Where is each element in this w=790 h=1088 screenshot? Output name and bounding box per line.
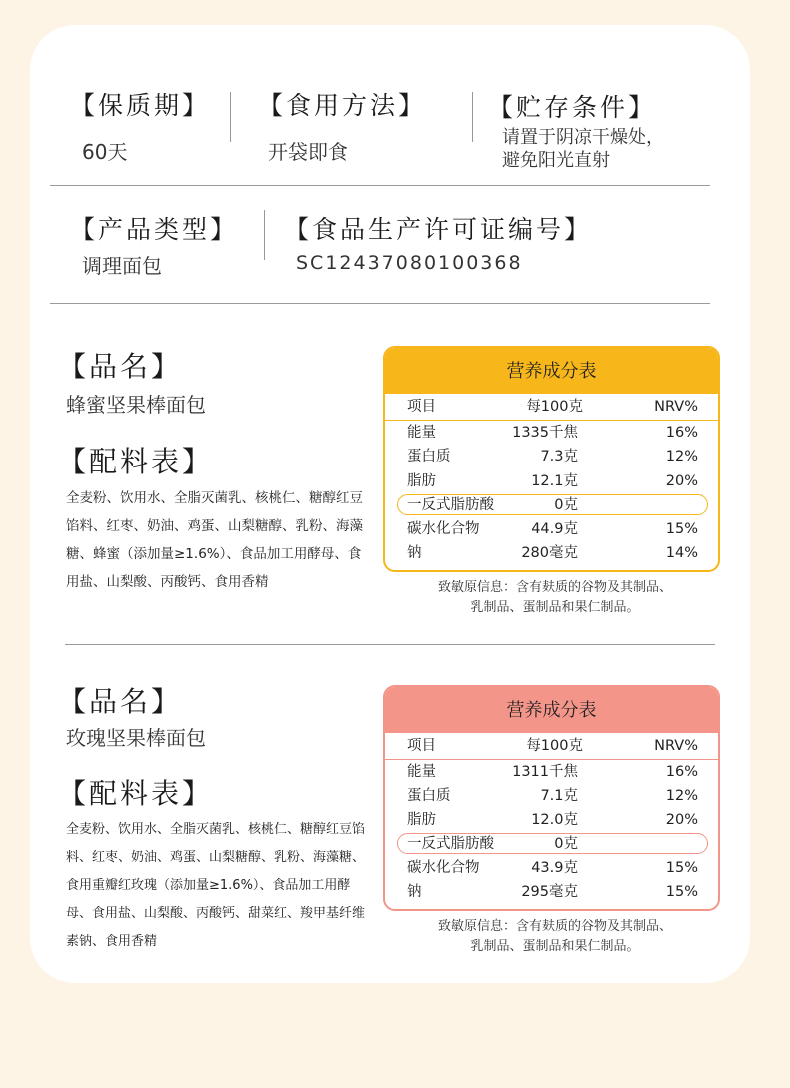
section-divider: [50, 185, 710, 186]
nutrient-amount: 0克: [554, 836, 578, 852]
allergen-line: 乳制品、蛋制品和果仁制品。: [470, 600, 640, 615]
shelf-life-value: 60天: [82, 140, 128, 164]
nutrition-table-title: 营养成分表: [385, 348, 718, 394]
storage-label: 【贮存条件】: [488, 93, 657, 122]
divider: [264, 210, 265, 260]
allergen-line: 致敏原信息：含有麸质的谷物及其制品、: [437, 919, 672, 934]
usage-label: 【食用方法】: [258, 91, 427, 120]
section-divider: [50, 303, 710, 304]
header-nrv: NRV%: [654, 399, 698, 415]
nutrient-name: 碳水化合物: [407, 521, 480, 537]
divider: [472, 92, 473, 142]
header-nrv: NRV%: [654, 738, 698, 754]
nutrient-name: 一反式脂肪酸: [407, 497, 494, 513]
nutrient-amount: 0克: [554, 497, 578, 513]
allergen-info: [395, 578, 715, 618]
nutrient-nrv: 12%: [665, 449, 698, 465]
nutrient-amount: 280毫克: [521, 545, 578, 561]
ingredients-label: 【配料表】: [58, 445, 214, 478]
nutrient-amount: 44.9克: [531, 521, 578, 537]
nutrition-header-row: [385, 394, 718, 421]
nutrient-amount: 295毫克: [521, 884, 578, 900]
nutrient-name: 蛋白质: [407, 449, 451, 465]
nutrient-name: 蛋白质: [407, 788, 451, 804]
license-label: 【食品生产许可证编号】: [284, 215, 593, 244]
nutrient-nrv: 15%: [665, 521, 698, 537]
nutrient-nrv: 20%: [665, 473, 698, 489]
nutrition-row: [385, 445, 718, 469]
usage-value: 开袋即食: [268, 140, 348, 164]
header-per100g: 每100克: [526, 738, 583, 754]
nutrition-table: [383, 346, 720, 572]
product-name: 玫瑰坚果棒面包: [66, 726, 206, 750]
nutrient-nrv: 20%: [665, 812, 698, 828]
nutrition-row: [385, 856, 718, 880]
nutrition-row: [385, 469, 718, 493]
nutrition-table: [383, 685, 720, 911]
nutrient-name: 能量: [407, 425, 436, 441]
nutrient-nrv: 16%: [665, 425, 698, 441]
nutrient-amount: 12.1克: [531, 473, 578, 489]
header-per100g: 每100克: [526, 399, 583, 415]
nutrition-row-trans-fat: [385, 493, 718, 517]
shelf-life-label: 【保质期】: [70, 91, 211, 120]
nutrition-row: [385, 808, 718, 832]
product-name: 蜂蜜坚果棒面包: [66, 393, 206, 417]
nutrition-table-title: 营养成分表: [385, 687, 718, 733]
nutrient-nrv: 14%: [665, 545, 698, 561]
header-item: 项目: [407, 399, 436, 415]
storage-value-line2: 避免阳光直射: [502, 150, 610, 171]
nutrient-amount: 1311千焦: [512, 764, 578, 780]
nutrient-amount: 7.3克: [540, 449, 578, 465]
nutrient-name: 钠: [407, 545, 422, 561]
nutrition-row: [385, 880, 718, 904]
allergen-line: 乳制品、蛋制品和果仁制品。: [470, 939, 640, 954]
license-value: SC12437080100368: [296, 252, 523, 274]
allergen-info: [395, 917, 715, 957]
ingredients-text: 全麦粉、饮用水、全脂灭菌乳、核桃仁、糖醇红豆馅料、红枣、奶油、鸡蛋、山梨糖醇、乳粉、海藻糖、蜂蜜（添加量≥1.6%）、食品加工用酵母、食用盐、山梨酸、丙酸钙、食用香精: [66, 490, 363, 590]
nutrition-row: [385, 517, 718, 541]
nutrient-amount: 43.9克: [531, 860, 578, 876]
ingredients-label: 【配料表】: [58, 777, 214, 810]
nutrition-row-trans-fat: [385, 832, 718, 856]
divider: [230, 92, 231, 142]
nutrient-nrv: 12%: [665, 788, 698, 804]
nutrition-row: [385, 541, 718, 565]
nutrition-row: [385, 421, 718, 445]
nutrient-name: 脂肪: [407, 473, 436, 489]
ingredients-text: 全麦粉、饮用水、全脂灭菌乳、核桃仁、糖醇红豆馅料、红枣、奶油、鸡蛋、山梨糖醇、乳粉、海藻糖、食用重瓣红玫瑰（添加量≥1.6%）、食品加工用酵母、食用盐、山梨酸、丙酸钙、甜菜红、羧甲基纤维素钠、食用香精: [66, 822, 366, 949]
nutrition-row: [385, 760, 718, 784]
nutrition-header-row: [385, 733, 718, 760]
nutrient-nrv: 16%: [665, 764, 698, 780]
product-type-value: 调理面包: [82, 254, 162, 278]
allergen-line: 致敏原信息：含有麸质的谷物及其制品、: [437, 580, 672, 595]
nutrient-name: 钠: [407, 884, 422, 900]
nutrient-nrv: 15%: [665, 884, 698, 900]
nutrient-name: 脂肪: [407, 812, 436, 828]
nutrient-amount: 7.1克: [540, 788, 578, 804]
section-divider: [65, 644, 715, 645]
nutrient-name: 能量: [407, 764, 436, 780]
product-name-label: 【品名】: [58, 350, 183, 383]
product-type-label: 【产品类型】: [70, 215, 239, 244]
nutrition-row: [385, 784, 718, 808]
nutrient-name: 碳水化合物: [407, 860, 480, 876]
nutrient-amount: 12.0克: [531, 812, 578, 828]
storage-value-line1: 请置于阴凉干燥处，: [502, 127, 664, 148]
product-name-label: 【品名】: [58, 685, 183, 718]
nutrient-name: 一反式脂肪酸: [407, 836, 494, 852]
nutrient-amount: 1335千焦: [512, 425, 578, 441]
nutrient-nrv: 15%: [665, 860, 698, 876]
header-item: 项目: [407, 738, 436, 754]
